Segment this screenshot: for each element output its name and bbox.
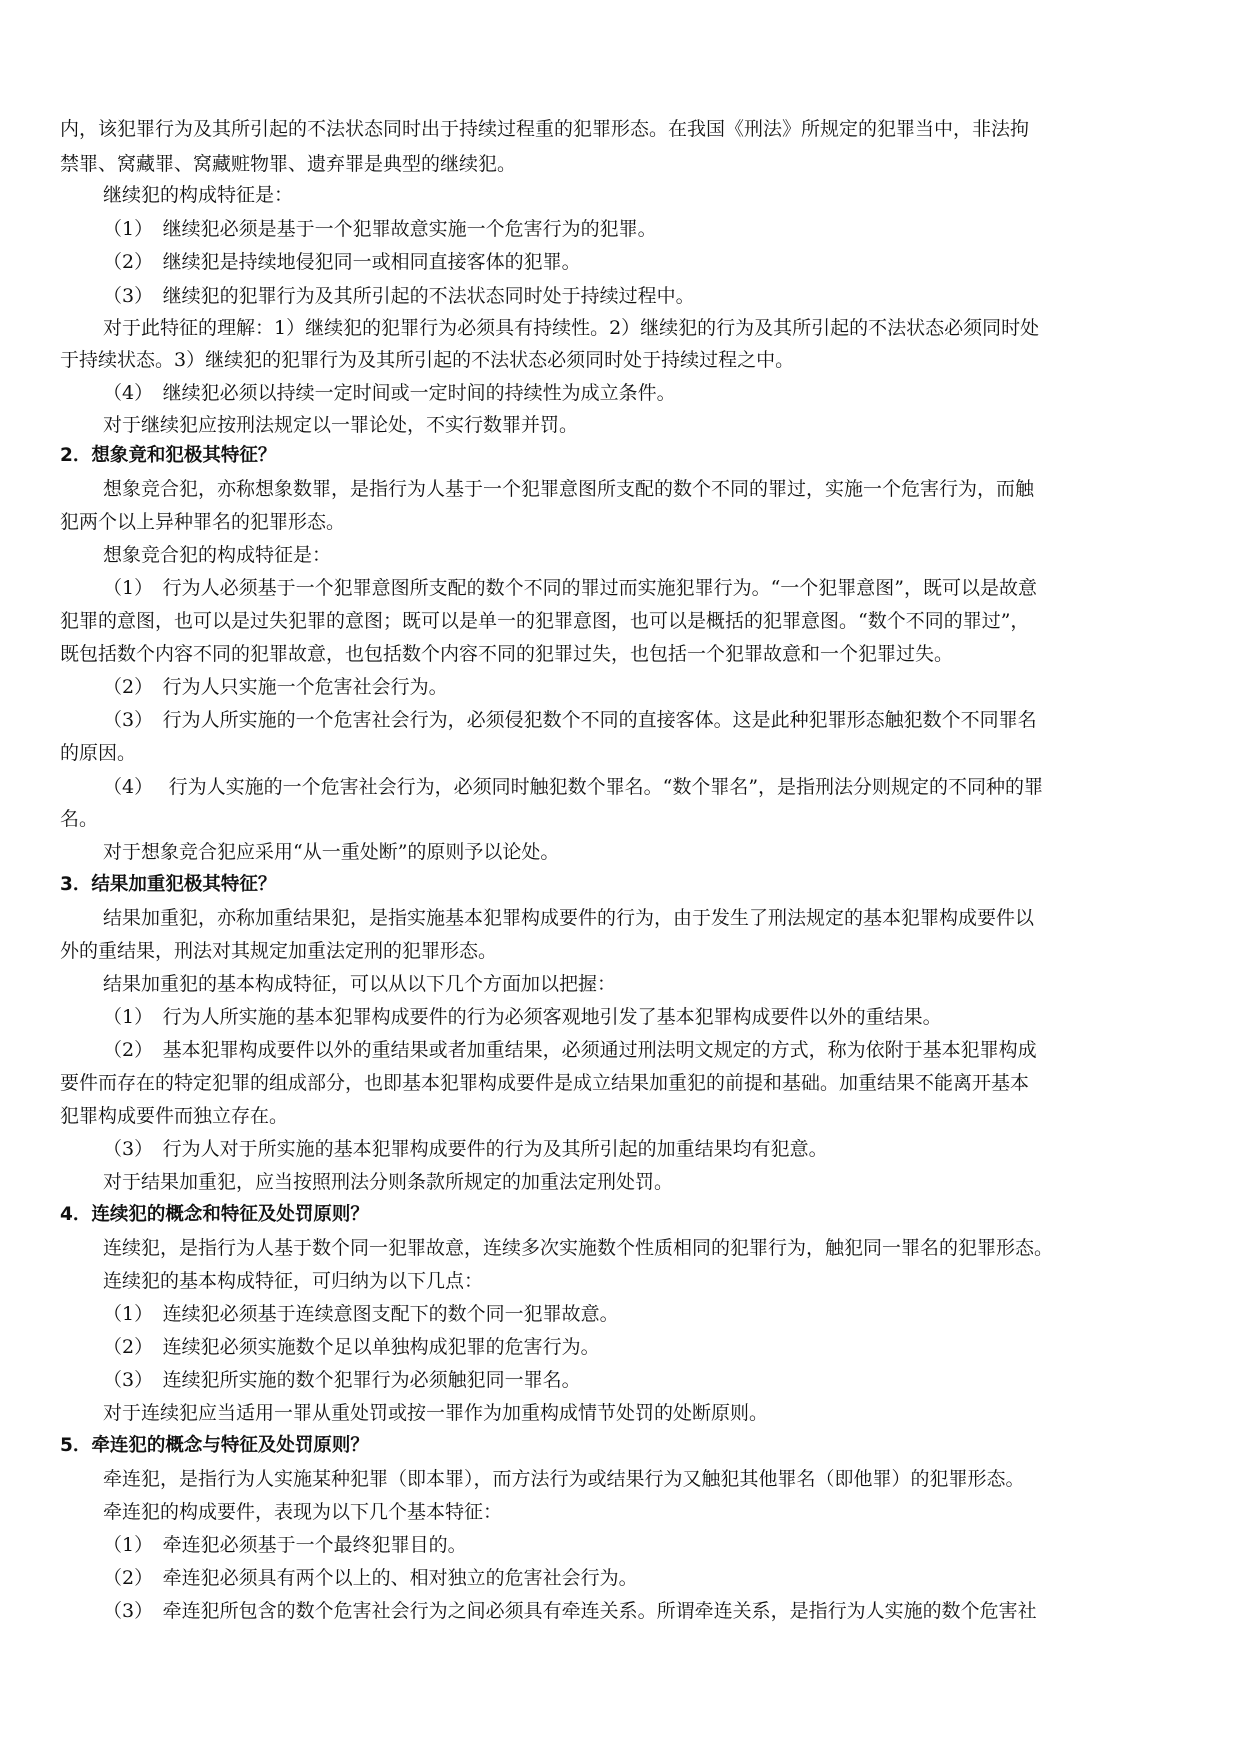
paragraph-line: 连续犯的基本构成特征，可归纳为以下几点： (103, 1270, 484, 1292)
list-item: （4） 继续犯必须以持续一定时间或一定时间的持续性为成立条件。 (103, 382, 676, 404)
list-item: （2） 继续犯是持续地侵犯同一或相同直接客体的犯罪。 (103, 251, 581, 273)
list-item: （1） 牵连犯必须基于一个最终犯罪目的。 (103, 1534, 467, 1556)
list-item: （1） 连续犯必须基于连续意图支配下的数个同一犯罪故意。 (103, 1303, 619, 1325)
list-item: （3） 行为人所实施的一个危害社会行为，必须侵犯数个不同的直接客体。这是此种犯罪形态触犯数个不同罪名 (103, 709, 1037, 731)
paragraph-line: 对于此特征的理解：1）继续犯的犯罪行为必须具有持续性。2）继续犯的行为及其所引起的不法状态必须同时处 (103, 317, 1040, 339)
paragraph-line: 想象竞合犯，亦称想象数罪，是指行为人基于一个犯罪意图所支配的数个不同的罪过，实施一个危害行为，而触 (103, 478, 1035, 500)
paragraph-line: 的原因。 (60, 742, 137, 764)
paragraph-line: 于持续状态。3）继续犯的犯罪行为及其所引起的不法状态必须同时处于持续过程之中。 (60, 349, 795, 371)
paragraph-line: 牵连犯的构成要件，表现为以下几个基本特征： (103, 1501, 503, 1523)
paragraph-line: 继续犯的构成特征是： (103, 184, 294, 206)
paragraph-line: 犯两个以上异种罪名的犯罪形态。 (60, 511, 346, 533)
section-heading: 2．想象竟和犯极其特征？ (60, 445, 277, 466)
paragraph-line: 禁罪、窝藏罪、窝藏赃物罪、遗弃罪是典型的继续犯。 (60, 153, 517, 175)
paragraph-line: 对于继续犯应按刑法规定以一罪论处，不实行数罪并罚。 (103, 414, 579, 436)
paragraph-line: 对于连续犯应当适用一罪从重处罚或按一罪作为加重构成情节处罚的处断原则。 (103, 1402, 769, 1424)
list-item: （4） 行为人实施的一个危害社会行为，必须同时触犯数个罪名。“数个罪名”，是指刑法分则规定的不同种的罪 (103, 776, 1044, 798)
paragraph-line: 连续犯，是指行为人基于数个同一犯罪故意，连续多次实施数个性质相同的犯罪行为，触犯同一罪名的犯罪形态。 (103, 1237, 1054, 1259)
list-item: （3） 行为人对于所实施的基本犯罪构成要件的行为及其所引起的加重结果均有犯意。 (103, 1138, 828, 1160)
list-item: （3） 牵连犯所包含的数个危害社会行为之间必须具有牵连关系。所谓牵连关系，是指行为人实施的数个危害社 (103, 1600, 1037, 1622)
list-item: （1） 行为人所实施的基本犯罪构成要件的行为必须客观地引发了基本犯罪构成要件以外的重结果。 (103, 1006, 942, 1028)
list-item: （2） 行为人只实施一个危害社会行为。 (103, 676, 448, 698)
section-heading: 5．牵连犯的概念与特征及处罚原则？ (60, 1435, 369, 1456)
section-heading: 4．连续犯的概念和特征及处罚原则？ (60, 1204, 369, 1225)
paragraph-line: 内，该犯罪行为及其所引起的不法状态同时出于持续过程重的犯罪形态。在我国《刑法》所规定的犯罪当中，非法拘 (60, 118, 1030, 140)
paragraph-line: 名。 (60, 808, 99, 830)
list-item: （3） 继续犯的犯罪行为及其所引起的不法状态同时处于持续过程中。 (103, 285, 695, 307)
paragraph-line: 对于想象竞合犯应采用“从一重处断”的原则予以论处。 (103, 841, 560, 863)
paragraph-line: 既包括数个内容不同的犯罪故意，也包括数个内容不同的犯罪过失，也包括一个犯罪故意和一个犯罪过失。 (60, 643, 954, 665)
list-item: （2） 牵连犯必须具有两个以上的、相对独立的危害社会行为。 (103, 1567, 638, 1589)
paragraph-line: 结果加重犯的基本构成特征，可以从以下几个方面加以把握： (103, 973, 617, 995)
paragraph-line: 想象竞合犯的构成特征是： (103, 544, 332, 566)
paragraph-line: 结果加重犯，亦称加重结果犯，是指实施基本犯罪构成要件的行为，由于发生了刑法规定的基本犯罪构成要件以 (103, 907, 1035, 929)
list-item: （2） 基本犯罪构成要件以外的重结果或者加重结果，必须通过刑法明文规定的方式，称为依附于基本犯罪构成 (103, 1039, 1037, 1061)
section-heading: 3．结果加重犯极其特征？ (60, 874, 277, 895)
paragraph-line: 犯罪的意图，也可以是过失犯罪的意图；既可以是单一的犯罪意图，也可以是概括的犯罪意图。“数个不同的罪过”， (60, 610, 1030, 632)
list-item: （1） 行为人必须基于一个犯罪意图所支配的数个不同的罪过而实施犯罪行为。“一个犯罪意图”，既可以是故意 (103, 577, 1038, 599)
paragraph-line: 外的重结果，刑法对其规定加重法定刑的犯罪形态。 (60, 940, 498, 962)
paragraph-line: 犯罪构成要件而独立存在。 (60, 1105, 289, 1127)
paragraph-line: 对于结果加重犯，应当按照刑法分则条款所规定的加重法定刑处罚。 (103, 1171, 674, 1193)
paragraph-line: 要件而存在的特定犯罪的组成部分，也即基本犯罪构成要件是成立结果加重犯的前提和基础。加重结果不能离开基本 (60, 1072, 1030, 1094)
list-item: （2） 连续犯必须实施数个足以单独构成犯罪的危害行为。 (103, 1336, 600, 1358)
list-item: （1） 继续犯必须是基于一个犯罪故意实施一个危害行为的犯罪。 (103, 218, 657, 240)
paragraph-line: 牵连犯，是指行为人实施某种犯罪（即本罪），而方法行为或结果行为又触犯其他罪名（即他罪）的犯罪形态。 (103, 1468, 1025, 1490)
list-item: （3） 连续犯所实施的数个犯罪行为必须触犯同一罪名。 (103, 1369, 581, 1391)
